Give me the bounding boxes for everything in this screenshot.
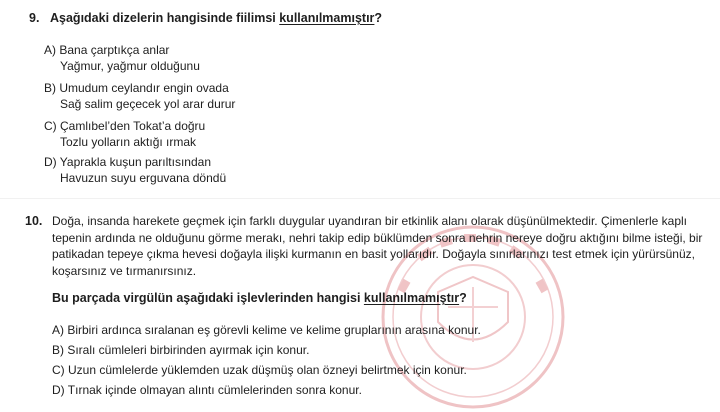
question-number: 10. (25, 214, 43, 228)
option-line-1: Umudum ceylandır engin ovada (59, 81, 229, 95)
option-a[interactable] (44, 42, 200, 74)
option-text: Uzun cümlelerde yüklemden uzak düşmüş olan özneyi belirtmek için konur. (68, 363, 467, 377)
option-letter: B) (44, 81, 56, 95)
option-b[interactable] (44, 80, 235, 112)
option-line-1: Yaprakla kuşun parıltısından (59, 155, 211, 169)
option-text: Tırnak içinde olmayan alıntı cümlelerinden sonra konur. (67, 383, 362, 397)
paragraph-line: Doğa, insanda harekete geçmek için farklı duygular uyandıran bir etkinlik alanı olarak düşünülmektedir. Çimenlerle kaplı (52, 214, 688, 228)
question-stem: Aşağıdaki dizelerin hangisinde fiilimsi kullanılmamıştır? (50, 11, 383, 25)
paragraph-line: patikadan tepeye çıkma hevesi doğayla ilişki kurmanın en basit yollarıdır. Doğayla sınırlarınızı test etmek için yürürsünüz, (52, 247, 695, 261)
option-letter: D) (44, 155, 57, 169)
option-letter: A) (52, 323, 64, 337)
stem-underlined-word: kullanılmamıştır (279, 11, 375, 25)
option-c[interactable] (44, 118, 205, 150)
option-line-2: Sağ salim geçecek yol arar durur (60, 97, 236, 111)
option-letter: C) (44, 119, 57, 133)
option-letter: B) (52, 343, 64, 357)
option-letter: A) (44, 43, 56, 57)
option-text: Birbiri ardınca sıralanan eş görevli kelime ve kelime gruplarının arasına konur. (67, 323, 481, 337)
option-b[interactable] (52, 342, 309, 358)
option-d[interactable] (44, 154, 226, 186)
paragraph-line: tepenin ardında ne olduğunu görme merakı, nehri takip edip büklümden sonra nehrin nereye doğru aktığını bilme isteği, bir (52, 230, 703, 245)
option-text: Sıralı cümleleri birbirinden ayırmak için konur. (67, 343, 310, 357)
paragraph-line: koşarsınız ve tırmanırsınız. (52, 263, 197, 278)
stem-underlined-word: kullanılmamıştır (363, 291, 460, 305)
option-line-2: Yağmur, yağmur olduğunu (60, 59, 200, 73)
option-line-2: Havuzun suyu erguvana döndü (60, 171, 227, 185)
divider (0, 198, 720, 199)
option-letter: C) (52, 363, 65, 377)
question-paragraph (52, 213, 702, 279)
option-c[interactable] (52, 362, 467, 378)
question-number: 9. (29, 11, 40, 25)
option-letter: D) (52, 383, 65, 397)
option-d[interactable] (52, 382, 362, 398)
option-line-2: Tozlu yolların aktığı ırmak (60, 135, 197, 149)
option-line-1: Bana çarptıkça anlar (59, 43, 170, 57)
question-stem: Bu parçada virgülün aşağıdaki işlevlerinden hangisi kullanılmamıştır? (52, 291, 467, 305)
option-a[interactable] (52, 322, 481, 338)
option-line-1: Çamlıbel’den Tokat’a doğru (60, 119, 206, 133)
